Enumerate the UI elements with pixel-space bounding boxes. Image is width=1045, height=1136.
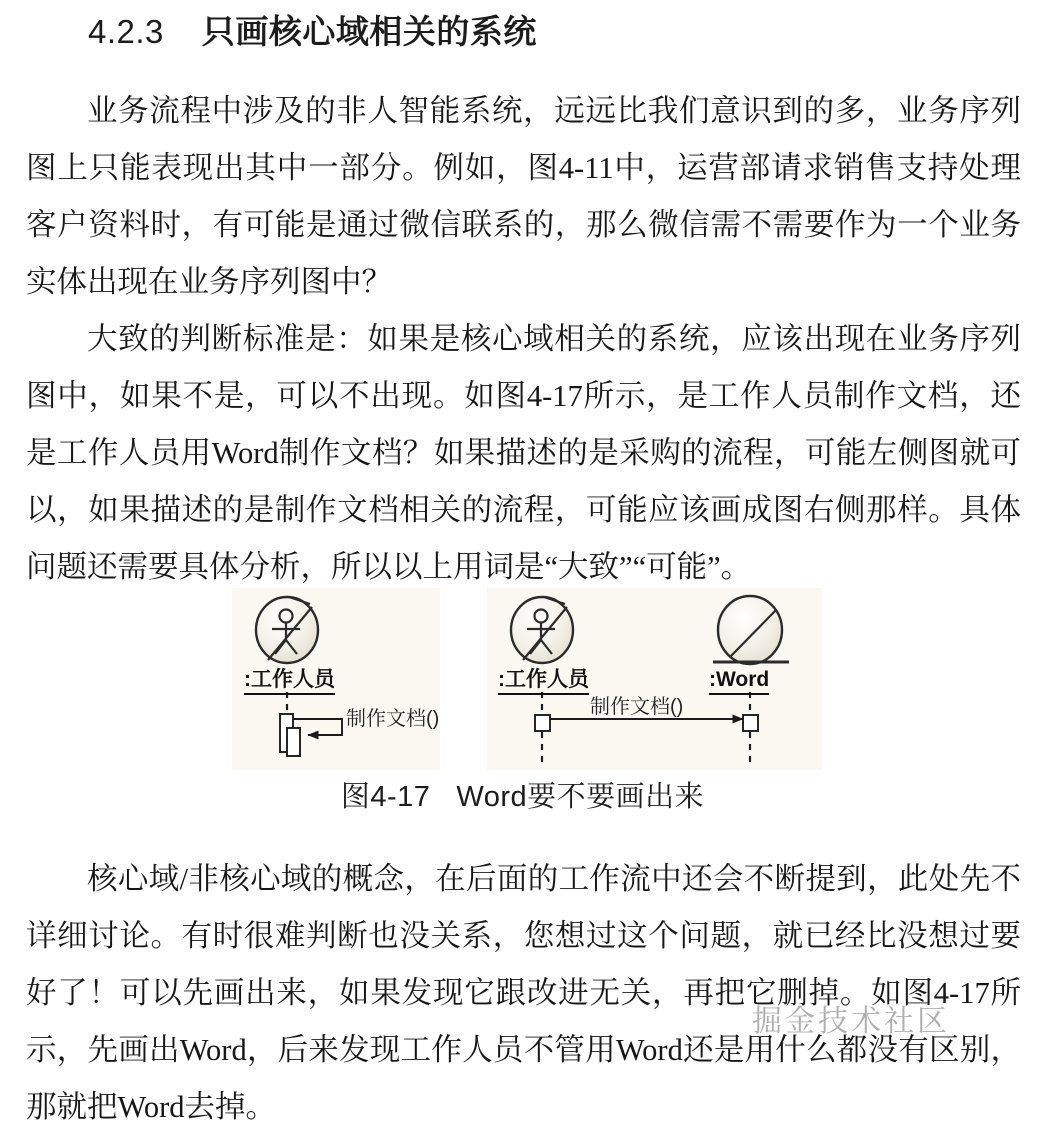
right-actor-label: :工作人员 <box>498 668 589 695</box>
right-system-label: :Word <box>709 668 769 695</box>
section-heading <box>88 6 537 53</box>
figure-4-17 <box>0 588 1045 818</box>
left-activation-inner <box>287 728 300 756</box>
paragraph-1: 业务流程中涉及的非人智能系统，远远比我们意识到的多，业务序列图上只能表现出其中一部分。例如，图4-11中，运营部请求销售支持处理客户资料时，有可能是通过微信联系的，那么微信需不需要作为一个业务实体出现在业务序列图中？ <box>26 94 1021 299</box>
left-actor-label: :工作人员 <box>244 668 335 695</box>
section-number: 4.2.3 <box>88 13 164 50</box>
left-actor-symbol <box>256 597 318 663</box>
section-title: 只画核心域相关的系统 <box>201 13 537 50</box>
paragraph-block-2 <box>26 311 1021 596</box>
right-system-symbol <box>713 596 789 664</box>
figure-caption <box>0 774 1045 815</box>
watermark-text: 掘金技术社区 <box>752 1005 950 1038</box>
right-actor-activation <box>535 715 550 731</box>
figure-panels <box>232 588 822 770</box>
figure-caption-text: Word要不要画出来 <box>456 781 705 813</box>
right-system-activation <box>743 715 758 731</box>
left-message-label: 制作文档() <box>346 708 440 730</box>
paragraph-block-3 <box>26 851 1021 1136</box>
paragraph-block-1 <box>26 83 1021 311</box>
paragraph-3: 核心域/非核心域的概念，在后面的工作流中还会不断提到，此处先不详细讨论。有时很难判断也没关系，您想过这个问题，就已经比没想过要好了！可以先画出来，如果发现它跟改进无关，再把它删掉。如图4-17所示，先画出Word，后来发现工作人员不管用Word还是用什么都没有区别，那就把Word去掉。 <box>26 862 1021 1124</box>
right-message-label: 制作文档() <box>590 696 684 718</box>
paragraph-2: 大致的判断标准是：如果是核心域相关的系统，应该出现在业务序列图中，如果不是，可以不出现。如图4-17所示，是工作人员制作文档，还是工作人员用Word制作文档？如果描述的是采购的流程，可能左侧图就可以，如果描述的是制作文档相关的流程，可能应该画成图右侧那样。具体问题还需要具体分析，所以以上用词是“大致”“可能”。 <box>26 322 1021 584</box>
figure-caption-number: 图4-17 <box>340 781 431 813</box>
right-actor-symbol <box>511 597 573 663</box>
